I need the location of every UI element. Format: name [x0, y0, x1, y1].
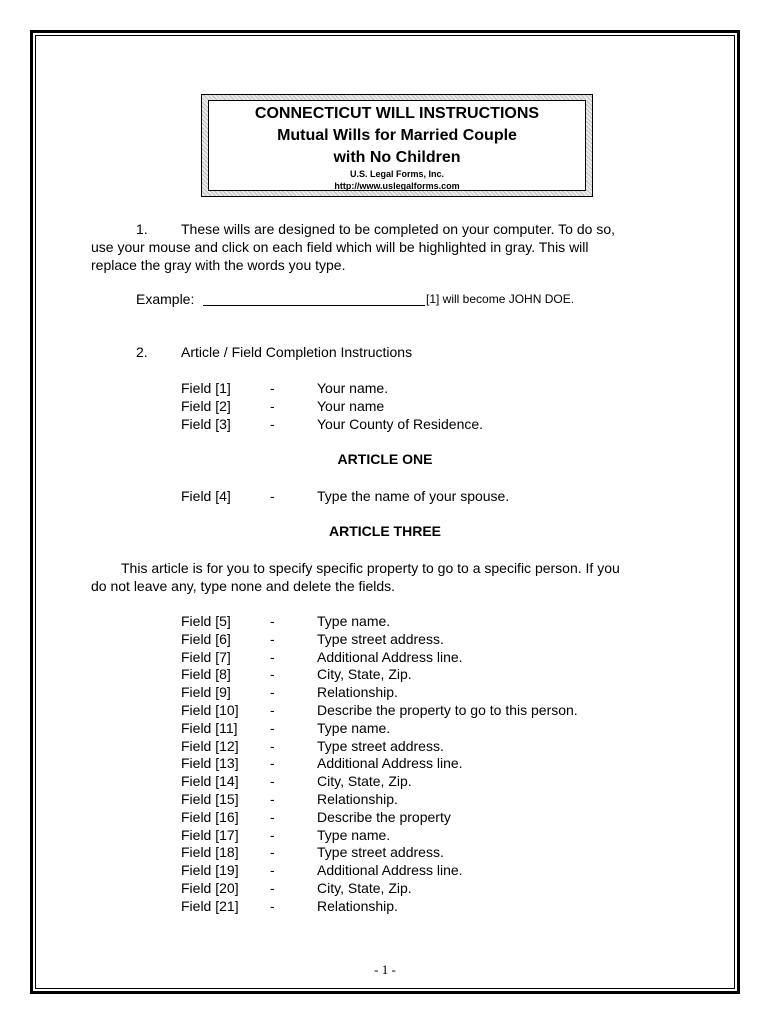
field-dash: -: [270, 398, 275, 414]
field-label: Field [19]: [181, 862, 239, 879]
field-dash: -: [270, 630, 275, 647]
field-dash: -: [270, 773, 275, 790]
section-1-line-2: use your mouse and click on each field which will be highlighted in gray. This will: [91, 239, 589, 255]
example-blank-line: [203, 305, 425, 306]
field-description: Type name.: [317, 826, 391, 843]
field-dash: -: [270, 648, 275, 665]
field-dash: -: [270, 862, 275, 879]
article-one-heading: ARTICLE ONE: [337, 451, 433, 467]
field-dash: -: [270, 791, 275, 807]
field-label: Field [4]: [181, 488, 231, 504]
field-dash: -: [270, 719, 275, 736]
field-description: Relationship.: [317, 791, 398, 807]
field-label: Field [6]: [181, 630, 231, 647]
field-label: Field [14]: [181, 773, 239, 790]
field-dash: -: [270, 380, 275, 396]
field-description: Your name: [317, 398, 385, 414]
article-three-intro-line-1: This article is for you to specify specific property to go to a specific person. If you: [121, 560, 620, 576]
field-label: Field [17]: [181, 826, 239, 843]
field-label: Field [11]: [181, 719, 238, 736]
page-number: - 1 -: [374, 962, 396, 977]
field-label: Field [15]: [181, 791, 239, 807]
field-dash: -: [270, 666, 275, 683]
field-description: Relationship.: [317, 897, 398, 914]
field-dash: -: [270, 808, 275, 825]
field-label: Field [9]: [181, 684, 231, 701]
field-dash: -: [270, 488, 275, 504]
field-dash: -: [270, 684, 275, 701]
field-description: Your County of Residence.: [317, 416, 484, 432]
field-label: Field [7]: [181, 648, 231, 665]
article-three-intro-line-2: do not leave any, type none and delete the fields.: [91, 578, 396, 594]
field-description: Type name.: [317, 719, 391, 736]
field-label: Field [12]: [181, 737, 239, 754]
field-dash: -: [270, 416, 275, 432]
field-label: Field [16]: [181, 808, 239, 825]
section-2-number: 2.: [136, 344, 148, 360]
field-label: Field [21]: [181, 897, 239, 914]
field-label: Field [8]: [181, 666, 231, 683]
field-label: Field [20]: [181, 880, 239, 896]
document-subtitle: Mutual Wills for Married Couple: [277, 127, 517, 144]
field-dash: -: [270, 737, 275, 754]
section-1-line-1: These wills are designed to be completed on your computer. To do so,: [181, 221, 615, 237]
field-dash: -: [270, 613, 275, 629]
field-dash: -: [270, 897, 275, 914]
example-label: Example:: [136, 291, 195, 307]
field-description: Relationship.: [317, 684, 398, 701]
field-description: Type street address.: [317, 630, 444, 647]
field-label: Field [5]: [181, 613, 231, 629]
field-label: Field [3]: [181, 416, 231, 432]
field-label: Field [13]: [181, 755, 239, 772]
publisher-url: http://www.uslegalforms.com: [334, 181, 460, 191]
field-label: Field [2]: [181, 398, 231, 414]
field-dash: -: [270, 826, 275, 843]
field-label: Field [18]: [181, 844, 239, 861]
section-1-number: 1.: [136, 221, 148, 237]
field-dash: -: [270, 880, 275, 896]
field-description: Your name.: [317, 380, 389, 396]
field-description: Describe the property to go to this person.: [317, 702, 578, 718]
field-description: Additional Address line.: [317, 648, 463, 665]
field-label: Field [1]: [181, 380, 231, 396]
field-description: Type street address.: [317, 737, 444, 754]
field-description: City, State, Zip.: [317, 773, 412, 790]
field-description: Type street address.: [317, 844, 444, 861]
field-dash: -: [270, 702, 275, 718]
example-result: [1] will become JOHN DOE.: [426, 292, 575, 306]
document-subtitle-2: with No Children: [333, 149, 461, 166]
section-2-title: Article / Field Completion Instructions: [181, 344, 413, 360]
field-dash: -: [270, 755, 275, 772]
title-box: [201, 94, 593, 197]
field-description: Type name.: [317, 613, 391, 629]
field-description: Additional Address line.: [317, 862, 463, 879]
field-description: Describe the property: [317, 808, 451, 825]
field-description: Type the name of your spouse.: [317, 488, 510, 504]
field-dash: -: [270, 844, 275, 861]
section-1-line-3: replace the gray with the words you type.: [91, 257, 346, 273]
field-description: City, State, Zip.: [317, 880, 412, 896]
article-three-heading: ARTICLE THREE: [329, 523, 441, 539]
document-title: CONNECTICUT WILL INSTRUCTIONS: [254, 105, 540, 122]
publisher-name: U.S. Legal Forms, Inc.: [349, 169, 445, 179]
title-box-inner: [208, 100, 586, 191]
field-label: Field [10]: [181, 702, 239, 718]
field-description: City, State, Zip.: [317, 666, 412, 683]
field-description: Additional Address line.: [317, 755, 463, 772]
